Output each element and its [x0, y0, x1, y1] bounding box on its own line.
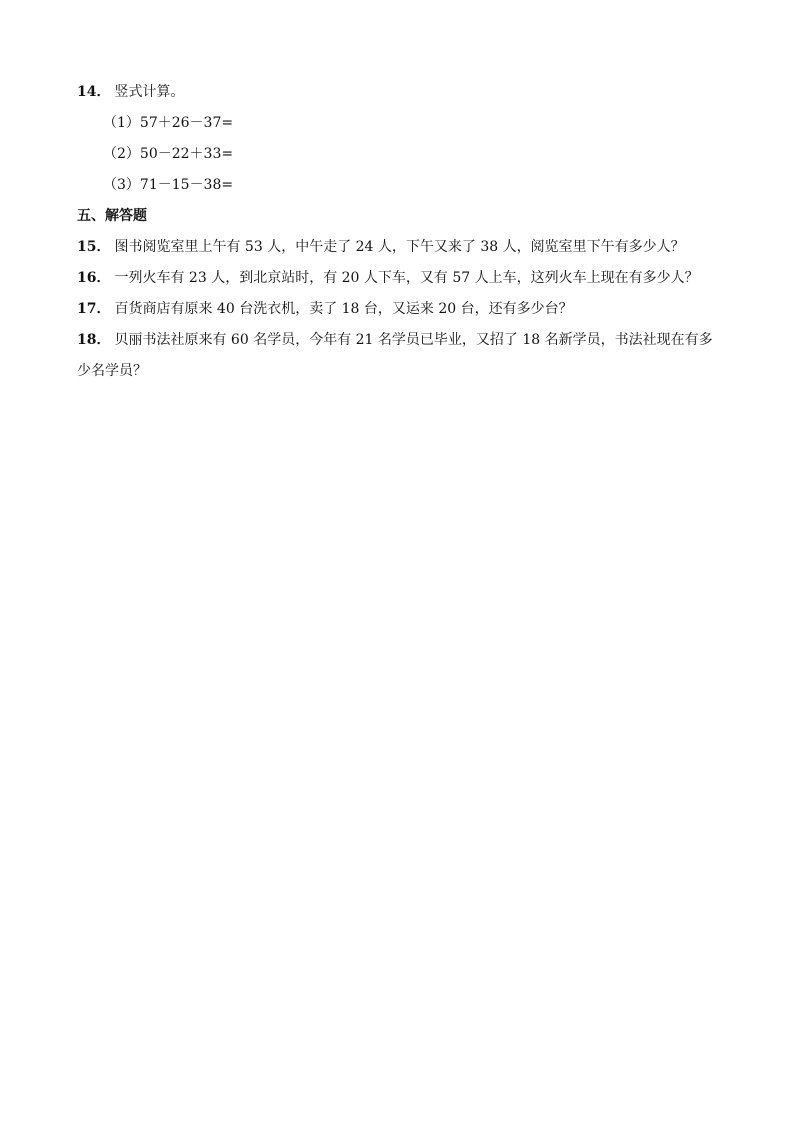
- question-text: 竖式计算。: [114, 84, 185, 100]
- question-number: 18．: [77, 332, 111, 348]
- calc-item-3: （3）71－15－38=: [103, 177, 234, 193]
- question-text: 贝丽书法社原来有 60 名学员，今年有 21 名学员已毕业，又招了 18 名新学员，书法社现在有多少名学员？: [77, 332, 713, 379]
- question-number: 16．: [77, 270, 111, 286]
- section-title: 五、解答题: [77, 208, 147, 224]
- calc-item-2: （2）50－22＋33=: [103, 146, 234, 162]
- question-number: 17．: [77, 301, 111, 317]
- question-14: [77, 77, 717, 108]
- question-number: 14．: [77, 84, 111, 100]
- question-text: 一列火车有 23 人，到北京站时，有 20 人下车，又有 57 人上车，这列火车上现在有多少人？: [114, 270, 699, 286]
- question-18: [77, 325, 717, 387]
- question-text: 百货商店有原来 40 台洗衣机，卖了 18 台，又运来 20 台，还有多少台？: [114, 301, 573, 317]
- question-text: 图书阅览室里上午有 53 人，中午走了 24 人，下午又来了 38 人，阅览室里下午有多少人？: [114, 239, 685, 255]
- question-number: 15．: [77, 239, 111, 255]
- calc-item-1: （1）57＋26－37=: [103, 115, 234, 131]
- document-page: [77, 77, 717, 387]
- question-16: [77, 263, 717, 294]
- question-17: [77, 294, 717, 325]
- question-15: [77, 232, 717, 263]
